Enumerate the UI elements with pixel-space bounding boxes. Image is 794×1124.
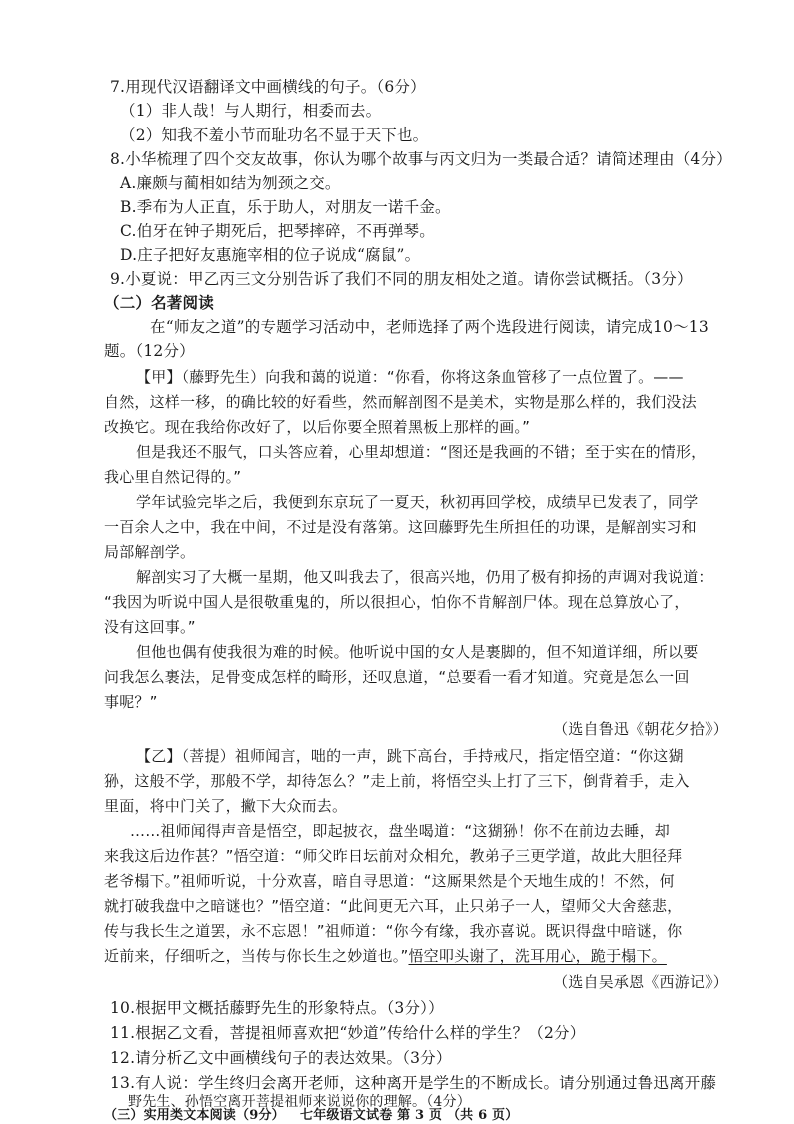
passage-yi-line: 传与我长生之道罢，永不忘恩！”祖师道：“你今有缘，我亦喜说。既识得盘中暗谜，你 [104,922,683,940]
passage-jia-line: 学年试验完毕之后，我便到东京玩了一夏天，秋初再回学校，成绩早已发表了，同学 [136,493,699,511]
passage-yi-line: 【乙】（菩提）祖师闻言，咄的一声，跳下高台，手持戒尺，指定悟空道：“你这猢 [136,747,684,765]
question-8-option-c: C.伯牙在钟子期死后，把琴摔碎，不再弹琴。 [120,222,435,240]
question-13-line-1: 13.有人说：学生终归会离开老师，这种离开是学生的不断成长。请分别通过鲁迅离开藤 [110,1074,717,1092]
passage-jia-line: 没有这回事。” [104,618,196,636]
passage-yi-line: 老爷榻下。”祖师听说，十分欢喜，暗自寻思道：“这厮果然是个天地生成的！不然，何 [104,872,675,890]
page-footer: 七年级语文试卷 第 3 页 （共 6 页） [300,1108,519,1123]
question-8-option-b: B.季布为人正直，乐于助人，对朋友一诺千金。 [120,198,451,216]
question-11: 11.根据乙文看，菩提祖师喜欢把“妙道”传给什么样的学生？（2分） [110,1024,586,1042]
section-2-intro-line-2: 题。（12分） [104,342,195,360]
passage-jia-source: （选自鲁迅《朝花夕拾》） [553,720,728,738]
passage-yi-line: 来我这后边作甚？”悟空道：“师父昨日坛前对众相允，教弟子三更学道，故此大胆径拜 [104,847,683,865]
passage-yi-line: ……祖师闻得声音是悟空，即起披衣，盘坐喝道：“这猢狲！你不在前边去睡，却 [130,822,670,840]
passage-jia-line: 我心里自然记得的。” [104,468,242,486]
question-8-stem: 8.小华梳理了四个交友故事，你认为哪个故事与丙文归为一类最合适？请简述理由（4分） [110,150,732,168]
question-7-sentence-2: （2）知我不羞小节而耻功名不显于天下也。 [120,126,429,144]
passage-yi-line [104,946,667,966]
question-13-line-2: 野先生、孙悟空离开菩提祖师来说说你的理解。（4分） [128,1094,471,1110]
passage-jia-line: 问我怎么裹法，足骨变成怎样的畸形，还叹息道，“总要看一看才知道。究竟是怎么一回 [104,668,690,686]
section-2-intro-line-1: 在“师友之道”的专题学习活动中，老师选择了两个选段进行阅读，请完成10～13 [150,318,709,336]
passage-jia-line: 一百余人之中，我在中间，不过是没有落第。这回藤野先生所担任的功课，是解剖实习和 [104,518,697,536]
question-8-option-d: D.庄子把好友惠施宰相的位子说成“腐鼠”。 [120,246,421,264]
underlined-sentence: 悟空叩头谢了，洗耳用心，跪于榻下。 [408,947,667,965]
question-12: 12.请分析乙文中画横线句子的表达效果。（3分） [110,1049,452,1067]
passage-jia-line: 但他也偶有使我很为难的时候。他听说中国的女人是裹脚的，但不知道详细，所以要 [136,643,699,661]
question-7-sentence-1: （1）非人哉！与人期行，相委而去。 [120,102,382,120]
passage-jia-line: 局部解剖学。 [104,543,196,561]
question-8-option-a: A.廉颇与蔺相如结为刎颈之交。 [120,174,341,192]
passage-yi-line: 就打破我盘中之暗谜也？”悟空道：“此间更无六耳，止只弟子一人，望师父大舍慈悲， [104,897,683,915]
section-2-title: （二）名著阅读 [104,293,214,312]
question-9-stem: 9.小夏说：甲乙丙三文分别告诉了我们不同的朋友相处之道。请你尝试概括。（3分） [110,270,693,288]
passage-jia-line: 改换它。现在我给你改好了，以后你要全照着黑板上那样的画。” [104,418,531,436]
passage-jia-line: “我因为听说中国人是很敬重鬼的，所以很担心，怕你不肯解剖尸体。现在总算放心了， [104,593,690,611]
passage-yi-line: 里面，将中门关了，撇下大众而去。 [104,797,348,815]
question-7-stem: 7.用现代汉语翻译文中画横线的句子。（6分） [110,78,426,96]
passage-yi-source: （选自吴承恩《西游记》） [553,973,728,991]
section-3-title: （三）实用类文本阅读（9分） [104,1108,285,1123]
passage-jia-line: 自然，这样一移，的确比较的好看些，然而解剖图不是美术，实物是那么样的，我们没法 [104,393,697,411]
passage-jia-line: 【甲】（藤野先生）向我和蔼的说道：“你看，你将这条血管移了一点位置了。—— [136,368,684,386]
passage-jia-line: 但是我还不服气，口头答应着，心里却想道：“图还是我画的不错；至于实在的情形， [136,443,707,461]
passage-yi-line: 狲，这般不学，那般不学，却待怎么？”走上前，将悟空头上打了三下，倒背着手，走入 [104,772,690,790]
passage-jia-line: 事呢？” [104,693,158,711]
question-10: 10.根据甲文概括藤野先生的形象特点。（3分）） [110,999,444,1017]
passage-yi-text: 近前来，仔细听之，当传与你长生之妙道也。” [104,947,409,965]
passage-jia-line: 解剖实习了大概一星期，他又叫我去了，很高兴地，仍用了极有抑扬的声调对我说道： [136,568,714,586]
